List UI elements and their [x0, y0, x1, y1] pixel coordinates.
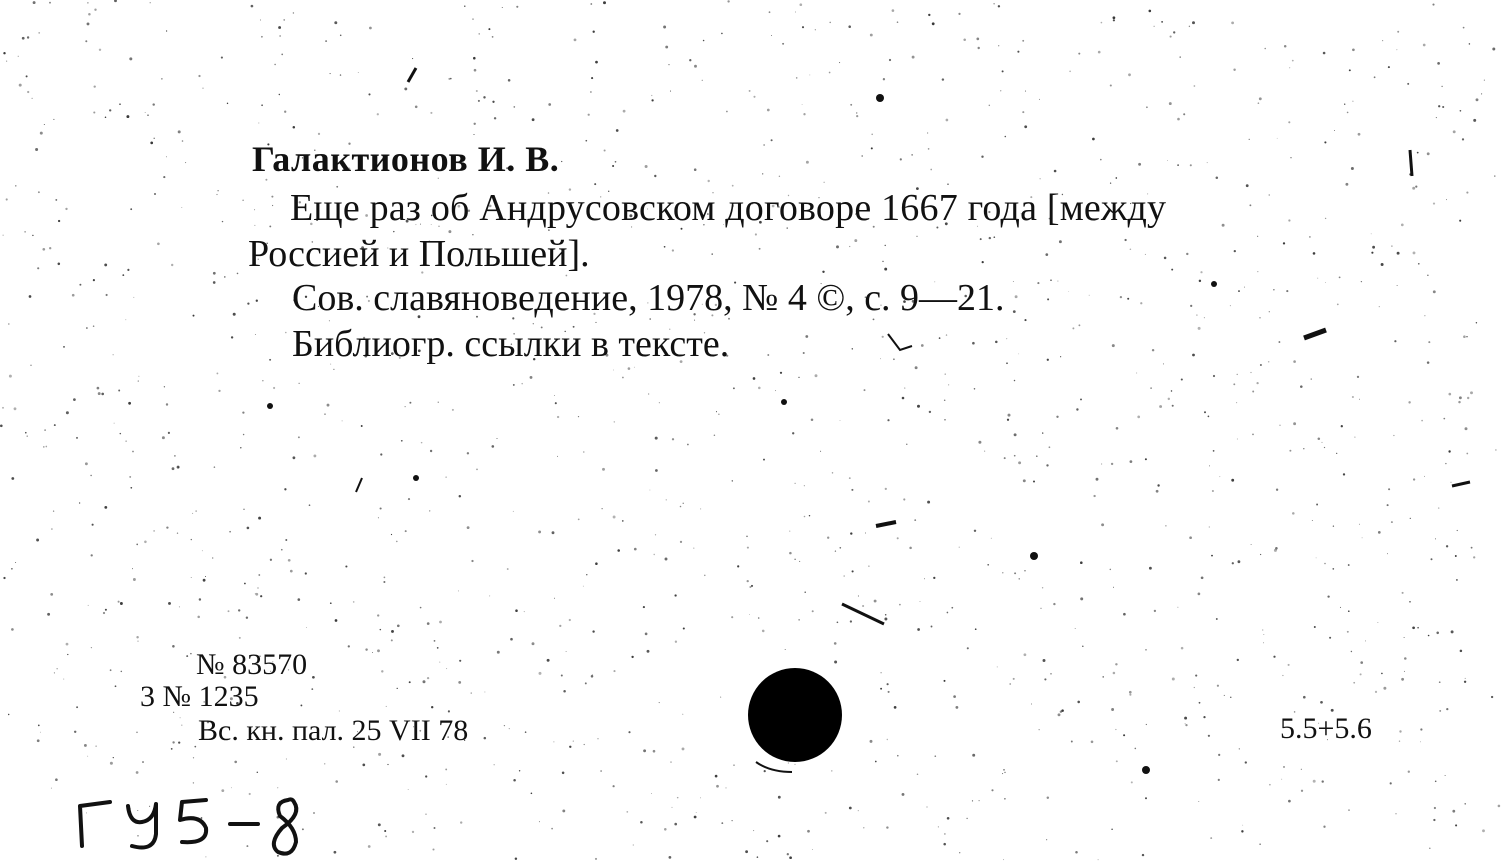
- source-citation: Сов. славяноведение, 1978, № 4 ©, с. 9—21.: [292, 277, 1005, 319]
- punch-hole: [748, 668, 842, 762]
- title-line-1: Еще раз об Андрусовском договоре 1667 года [между: [290, 187, 1167, 229]
- processing-note: Вс. кн. пал. 25 VII 78: [198, 714, 469, 747]
- classification-code: 5.5+5.6: [1280, 712, 1372, 745]
- order-number: 3 № 1235: [140, 680, 259, 713]
- title-line-2: Россией и Польшей].: [248, 233, 590, 275]
- handwritten-code: [70, 780, 330, 864]
- accession-number: № 83570: [196, 648, 308, 681]
- author-heading: Галактионов И. В.: [252, 139, 560, 179]
- bibliography-note: Библиогр. ссылки в тексте.: [292, 323, 730, 365]
